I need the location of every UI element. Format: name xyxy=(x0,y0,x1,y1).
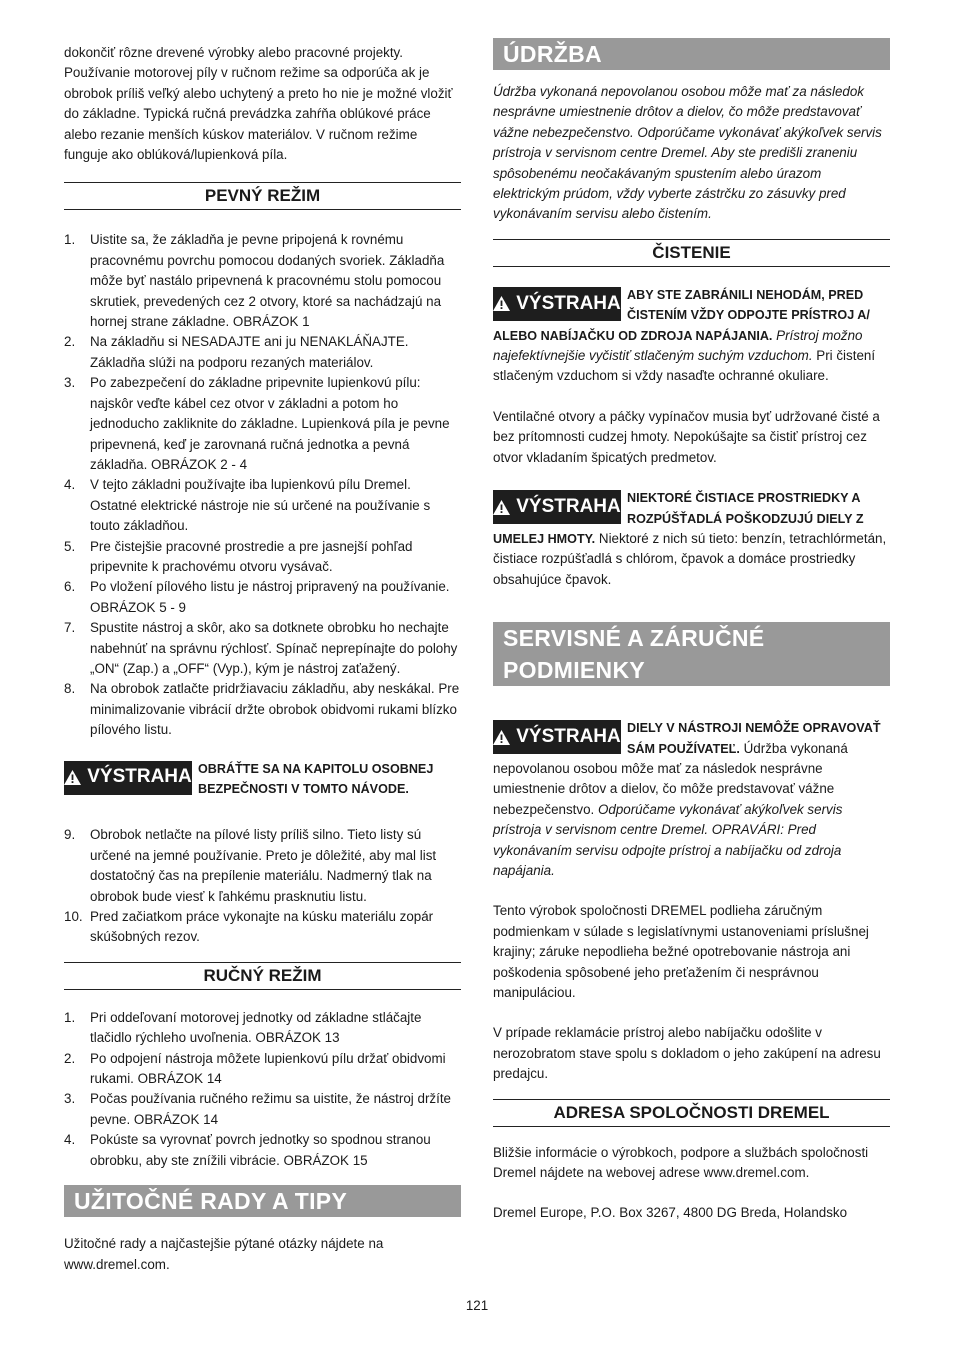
vent-paragraph: Ventilačné otvory a páčky vypínačov musia byť udržované čisté a bez prítomnosti cudzej hmoty. Nepokúšajte sa čistiť prístroj cez otvor vkladaním špicatých predmetov. xyxy=(493,408,880,465)
list-item: 2. Po odpojení nástroja môžete lupienkovú pílu držať obidvomi rukami. OBRÁZOK 14 xyxy=(64,1050,446,1087)
claim-paragraph: V prípade reklamácie prístroj alebo nabíjačku odošlite v nerozobratom stave spolu s dokladom o jeho zakúpení na adresu predajcu. xyxy=(493,1025,881,1082)
intro-paragraph: dokončiť rôzne drevené výrobky alebo pracovné projekty. Používanie motorovej píly v ručnom režime sa odporúča ak je obrobok príliš veľký alebo uchytený a preto ho nie je možné vložiť do základne. Typická ručná prevádzka zahŕňa oblúkové práce alebo rezanie menších kúskov materiálov. V ručnom režime funguje ako oblúková/lupienková píla. xyxy=(64,45,453,163)
warning-badge: VÝSTRAHA xyxy=(64,761,192,795)
warning-plain-text: Niektoré z nich sú tieto: benzín, tetrachlórmetán, čistiace rozpúšťadlá s chlórom, čpavok a domáce prostriedky obsahujúce čpavok. xyxy=(493,530,887,587)
list-item: 4. Pokúste sa vyrovnať povrch jednotky so spodnou stranou obrobku, aby ste znížili vibrácie. OBRÁZOK 15 xyxy=(64,1132,431,1168)
list-item: 2. Na základňu si NESADAJTE ani ju NENAKLÁŇAJTE. Základňa slúži na podporu rezaných materiálov. xyxy=(64,334,409,370)
warning-badge: VÝSTRAHA xyxy=(493,490,621,524)
warranty-paragraph: Tento výrobok spoločnosti DREMEL podlieha záručným podmienkam v súlade s legislatívnymi ustanoveniami príslušnej krajiny; záruke nepodlieha bežné opotrebovanie nástroja ani poškodenia spôsobené jeho preťažením či nesprávnou manipuláciou. xyxy=(493,903,869,1000)
fixed-mode-list xyxy=(64,230,461,740)
warning-triangle-icon xyxy=(64,770,81,785)
warning-plain-text: Údržba vykonaná nepovolanou osobou môže mať za následok nesprávne umiestnenie drôtov a dielov, čo môže predstavovať vážne nebezpečenstvo. xyxy=(493,740,848,817)
warning-italic-text: Odporúčame vykonávať akýkoľvek servis prístroja v servisnom centre Dremel. OPRAVÁRI: Pred vykonávaním servisu odpojte prístroj a nabíjačku od zdroja napájania. xyxy=(493,801,843,878)
warning-badge: VÝSTRAHA xyxy=(493,720,621,754)
list-item: 10. Pred začiatkom práce vykonajte na kúsku materiálu zopár skúšobných rezov. xyxy=(64,909,434,945)
fixed-mode-list-continued xyxy=(64,825,461,947)
cleaning-heading: ČISTENIE xyxy=(493,239,890,267)
list-item: 7. Spustite nástroj a skôr, ako sa dotknete obrobku ho nechajte nabehnúť na správnu rýchlosť. Spínač neprepínajte do polohy „ON“ (Zap.) a „OFF“ (Vyp.), kým je nástroj zaťažený. xyxy=(64,620,458,676)
warning-bold-text: DIELY V NÁSTROJI NEMÔŽE OPRAVOVAŤ SÁM POUŽÍVATEĽ. xyxy=(627,721,881,756)
right-column xyxy=(493,40,890,1224)
warning-solvents xyxy=(493,488,890,590)
service-heading: SERVISNÉ A ZÁRUČNÉ PODMIENKY xyxy=(493,622,890,686)
warning-triangle-icon xyxy=(493,730,510,745)
warning-triangle-icon xyxy=(493,296,510,311)
left-column xyxy=(64,40,461,1275)
list-item: 6. Po vložení pílového listu je nástroj pripravený na používanie. OBRÁZOK 5 - 9 xyxy=(64,579,450,615)
address-paragraph: Dremel Europe, P.O. Box 3267, 4800 DG Breda, Holandsko xyxy=(493,1205,848,1221)
warning-triangle-icon xyxy=(493,500,510,515)
warning-bold-text: NIEKTORÉ ČISTIACE PROSTRIEDKY A ROZPÚŠŤADLÁ POŠKODZUJÚ DIELY Z UMELEJ HMOTY. xyxy=(493,491,864,546)
list-item: 3. Počas používania ručného režimu sa uistite, že nástroj držíte pevne. OBRÁZOK 14 xyxy=(64,1091,451,1127)
warning-italic-text: Prístroj možno najefektívnejšie vyčistiť stlačeným suchým vzduchom. xyxy=(493,327,863,364)
maintenance-paragraph: Údržba vykonaná nepovolanou osobou môže mať za následok nesprávne umiestnenie drôtov a dielov, čo môže predstavovať vážne nebezpečenstvo. Odporúčame vykonávať akýkoľvek servis prístroja v servisnom centre Dremel. Aby ste predišli zraneniu spôsobenému neočakávaným spustením alebo úrazom elektrickým prúdom, vždy vyberte zástrčku zo zásuvky pred vykonávaním servisu alebo čistením. xyxy=(493,84,882,222)
list-item: 4. V tejto základni používajte iba lupienkovú pílu Dremel. Ostatné elektrické nástroje nie sú určené na používanie s touto základňou. xyxy=(64,477,431,534)
warning-service xyxy=(493,718,890,881)
list-item: 8. Na obrobok zatlačte pridržiavaciu základňu, aby neskákal. Pre minimalizovanie vibrácií držte obrobok obidvomi rukami blízko pílového listu. xyxy=(64,681,460,738)
warning-text: OBRÁŤTE SA NA KAPITOLU OSOBNEJ BEZPEČNOSTI V TOMTO NÁVODE. xyxy=(198,761,434,796)
warning-cleaning-disconnect xyxy=(493,285,890,387)
tips-heading: UŽITOČNÉ RADY A TIPY xyxy=(64,1185,461,1217)
list-item: 5. Pre čistejšie pracovné prostredie a pre jasnejší pohľad pripevnite k prachovému otvoru vysávač. xyxy=(64,538,413,574)
warning-personal-safety xyxy=(64,759,461,800)
tips-paragraph: Užitočné rady a najčastejšie pýtané otázky nájdete na www.dremel.com. xyxy=(64,1236,384,1272)
warning-bold-text: ABY STE ZABRÁNILI NEHODÁM, PRED ČISTENÍM VŽDY ODPOJTE PRÍSTROJ A/ ALEBO NABÍJAČKU OD ZDROJA NAPÁJANIA. xyxy=(493,287,870,343)
list-item: 3. Po zabezpečení do základne pripevnite lupienkovú pílu: najskôr veďte kábel cez otvor v základni a potom ho jednoducho zakliknite do základne. Lupienková píla je pevne pripevnená, keď je zarovnaná ručná jednotka a pevná základňa. OBRÁZOK 2 - 4 xyxy=(64,375,450,472)
warning-plain-text: Pri čistení stlačeným vzduchom si vždy nasaďte ochranné okuliare. xyxy=(493,348,876,384)
maintenance-heading: ÚDRŽBA xyxy=(493,38,890,70)
list-item: 9. Obrobok netlačte na pílové listy príliš silno. Tieto listy sú určené na jemné používanie. Preto je dôležité, aby mal list dostatočný čas na prepílenie materiálu. Nadmerný tlak na obrobok bude viesť k ľahkému prasknutiu listu. xyxy=(64,827,437,904)
fixed-mode-heading: PEVNÝ REŽIM xyxy=(64,182,461,210)
hand-mode-heading: RUČNÝ REŽIM xyxy=(64,962,461,990)
address-heading: ADRESA SPOLOČNOSTI DREMEL xyxy=(493,1099,890,1127)
warning-badge: VÝSTRAHA xyxy=(493,287,621,321)
page-number: 121 xyxy=(465,1298,489,1313)
hand-mode-list xyxy=(64,1008,461,1171)
list-item: 1. Uistite sa, že základňa je pevne pripojená k rovnému pracovnému povrchu pomocou dodaných svoriek. Základňa môže byť nastálo pripevnená k pracovnému stolu pomocou skrutiek, prevedených cez 2 otvory, ktoré sa nachádzajú na hornej strane základne. OBRÁZOK 1 xyxy=(64,232,445,330)
list-item: 1. Pri oddeľovaní motorovej jednotky od základne stláčajte tlačidlo rýchleho uvoľnenia. OBRÁZOK 13 xyxy=(64,1009,422,1046)
info-paragraph: Bližšie informácie o výrobkoch, podpore a službách spoločnosti Dremel nájdete na webovej adrese www.dremel.com. xyxy=(493,1144,869,1181)
